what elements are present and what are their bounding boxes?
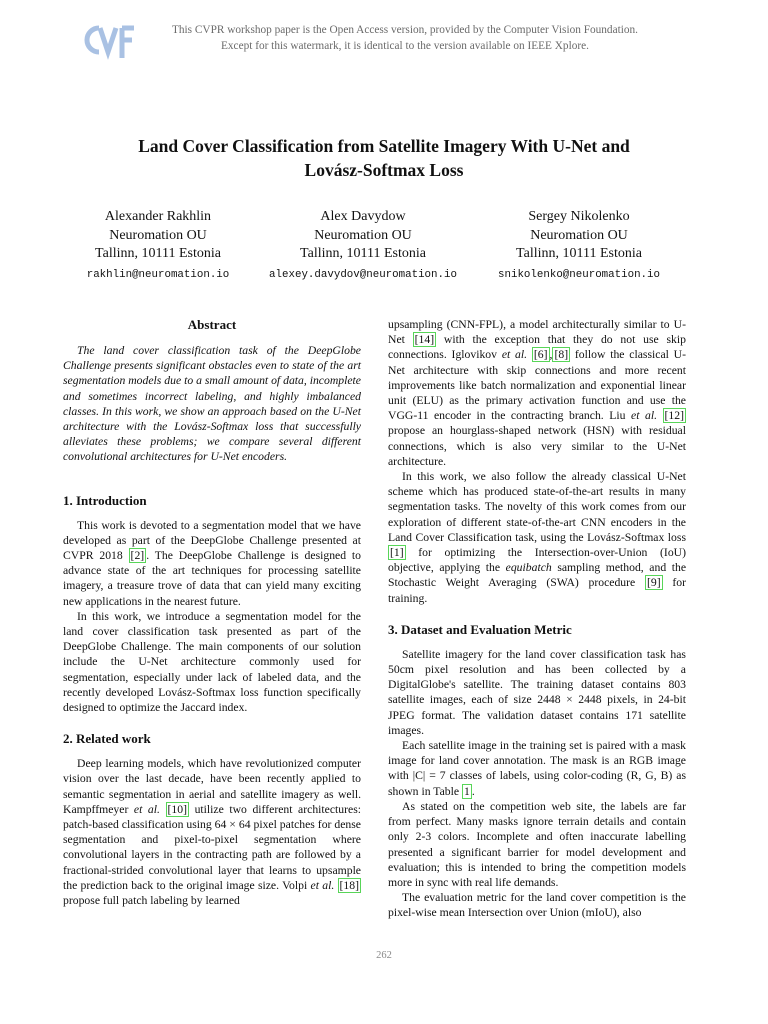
page-number: 262 (376, 950, 392, 961)
author-name: Sergey Nikolenko (528, 209, 630, 224)
citation-link[interactable]: [1] (390, 546, 404, 560)
citation-link[interactable]: [8] (554, 348, 569, 362)
author-org: Neuromation OU (109, 227, 207, 243)
citation-link[interactable]: [18] (339, 878, 360, 892)
author-org: Neuromation OU (530, 227, 628, 243)
author-email[interactable]: snikolenko@neuromation.io (498, 268, 660, 281)
title-line-2: Lovász-Softmax Loss (304, 160, 464, 180)
dataset-paragraph-4: The evaluation metric for the land cover competition is the pixel-wise mean Intersection over Union (mIoU), also (388, 891, 686, 920)
dataset-paragraph-3: As stated on the competition web site, the labels are far from perfect. Many masks ignore terrain details and contain only 2-3 colors. Incomplete and often inaccurate labelling presented a significant barrier for model development and evaluation; this is intended to bring the competition models more in sync with real life demands. (388, 799, 686, 889)
citation-link[interactable]: [12] (664, 409, 685, 423)
author-email[interactable]: rakhlin@neuromation.io (86, 268, 230, 281)
author-org: Neuromation OU (314, 227, 412, 243)
author-address: Tallinn, 10111 Estonia (95, 246, 221, 261)
section-heading-related-work: 2. Related work (63, 731, 151, 747)
cvf-logo-icon (82, 20, 136, 60)
author-name: Alexander Rakhlin (104, 209, 212, 224)
left-column (63, 317, 361, 908)
section-heading-introduction: 1. Introduction (63, 492, 147, 508)
watermark (140, 22, 670, 54)
cvf-logo (82, 20, 136, 60)
author-name: Alex Davydow (320, 209, 406, 224)
related-paragraph-1: Deep learning models, which have revolutionized computer vision over the last decade, have been recently applied to semantic segmentation in aerial and satellite imagery as well. Kampffmeyer et al. [10] utilize two different architectures: patch-based classification using 64 × 64 pixel patches for dense segmentation and pixel-to-pixel segmentation where convolutional layers in the contracting path are followed by a fractional-strided convolutional layer that learns to upsample the prediction back to the original image size. Volpi et al. [18] propose full patch labeling by learned (63, 757, 362, 908)
watermark-line-2: Except for this watermark, it is identical to the version available on IEEE Xplore. (221, 40, 589, 52)
citation-link[interactable]: [2] (130, 549, 145, 563)
paper-title (84, 134, 684, 182)
author-email[interactable]: alexey.davydov@neuromation.io (269, 268, 457, 281)
dataset-paragraph-2: Each satellite image in the training set is paired with a mask image for land cover annotation. The mask is an RGB image with |C| = 7 classes of labels, using color-coding (R, G, B) as shown in Table 1 . (388, 739, 686, 798)
watermark-line-1: This CVPR workshop paper is the Open Access version, provided by the Computer Vision Foundation. (171, 24, 638, 36)
right-column (388, 317, 686, 921)
citation-link[interactable]: [14] (414, 333, 435, 347)
related-paragraph-continued: upsampling (CNN-FPL), a model architecturally similar to U-Net [14] with the exception that they do not use skip connections. Iglovikov et al. [6] , [8] follow the classical U-Net architecture with skip connections and more recent improvements like batch normalization and exponential linear unit (ELU) as the primary activation function and use the VGG-11 encoder in the contracting branch. Liu et al. [12] propose an hourglass-shaped network (HSN) with residual connections, which is also very similar to the U-Net architecture. (388, 318, 687, 468)
author-address: Tallinn, 10111 Estonia (516, 246, 642, 261)
abstract-heading: Abstract (187, 317, 237, 332)
dataset-paragraph-1: Satellite imagery for the land cover classification task has 50cm pixel resolution and has been collected by a DigitalGlobe's satellite. The training dataset contains 803 satellite images, each of size 2448 × 2448 pixels, in 24-bit JPEG format. The validation dataset contains 171 satellite images. (388, 647, 686, 737)
table-ref-link[interactable]: 1 (463, 784, 470, 798)
citation-link[interactable]: [6] (533, 348, 548, 362)
title-line-1: Land Cover Classification from Satellite Imagery With U-Net and (138, 136, 630, 156)
intro-paragraph-2: In this work, we introduce a segmentation model for the land cover classification task presented as part of the DeepGlobe Challenge. The main components of our solution include the U-Net architecture commonly used for segmentation, especially under lack of labeled data, and the recently developed Lovász-Softmax loss function specifically designed to optimize the Jaccard index. (63, 609, 361, 715)
citation-link[interactable]: [9] (646, 576, 661, 590)
section-heading-dataset: 3. Dataset and Evaluation Metric (388, 621, 572, 637)
abstract-text: The land cover classification task of the DeepGlobe Challenge presents significant obstacles even to state of the art segmentation models due to a small amount of data, incomplete and sometimes incorrect labeling, and highly imbalanced classes. In this work, we show an approach based on the U-Net architecture with the Lovász-Softmax loss that successfully alleviates these problems; we compare several different convolutional architectures for U-Net encoders. (63, 344, 361, 464)
intro-paragraph-1: This work is devoted to a segmentation model that we have developed as part of the DeepGlobe Challenge presented at CVPR 2018 [2] . The DeepGlobe Challenge is designed to advance state of the art techniques for processing satellite imagery, a treasure trove of data that can yield many exciting new applications in the nearest future. (63, 518, 361, 608)
author-block (484, 208, 674, 284)
author-address: Tallinn, 10111 Estonia (300, 246, 426, 261)
author-block (248, 208, 478, 284)
citation-link[interactable]: [10] (167, 802, 188, 816)
author-block (73, 208, 243, 284)
related-paragraph-2: In this work, we also follow the already classical U-Net scheme which has produced state-of-the-art results in many segmentation tasks. The novelty of this work comes from our exploration of different state-of-the-art CNN encoders in the Land Cover Classification task, using the Lovász-Softmax loss [1] for optimizing the Intersection-over-Union (IoU) objective, applying the equibatch sampling method, and the Stochastic Weight Averaging (SWA) procedure [9] for training. (388, 470, 687, 605)
